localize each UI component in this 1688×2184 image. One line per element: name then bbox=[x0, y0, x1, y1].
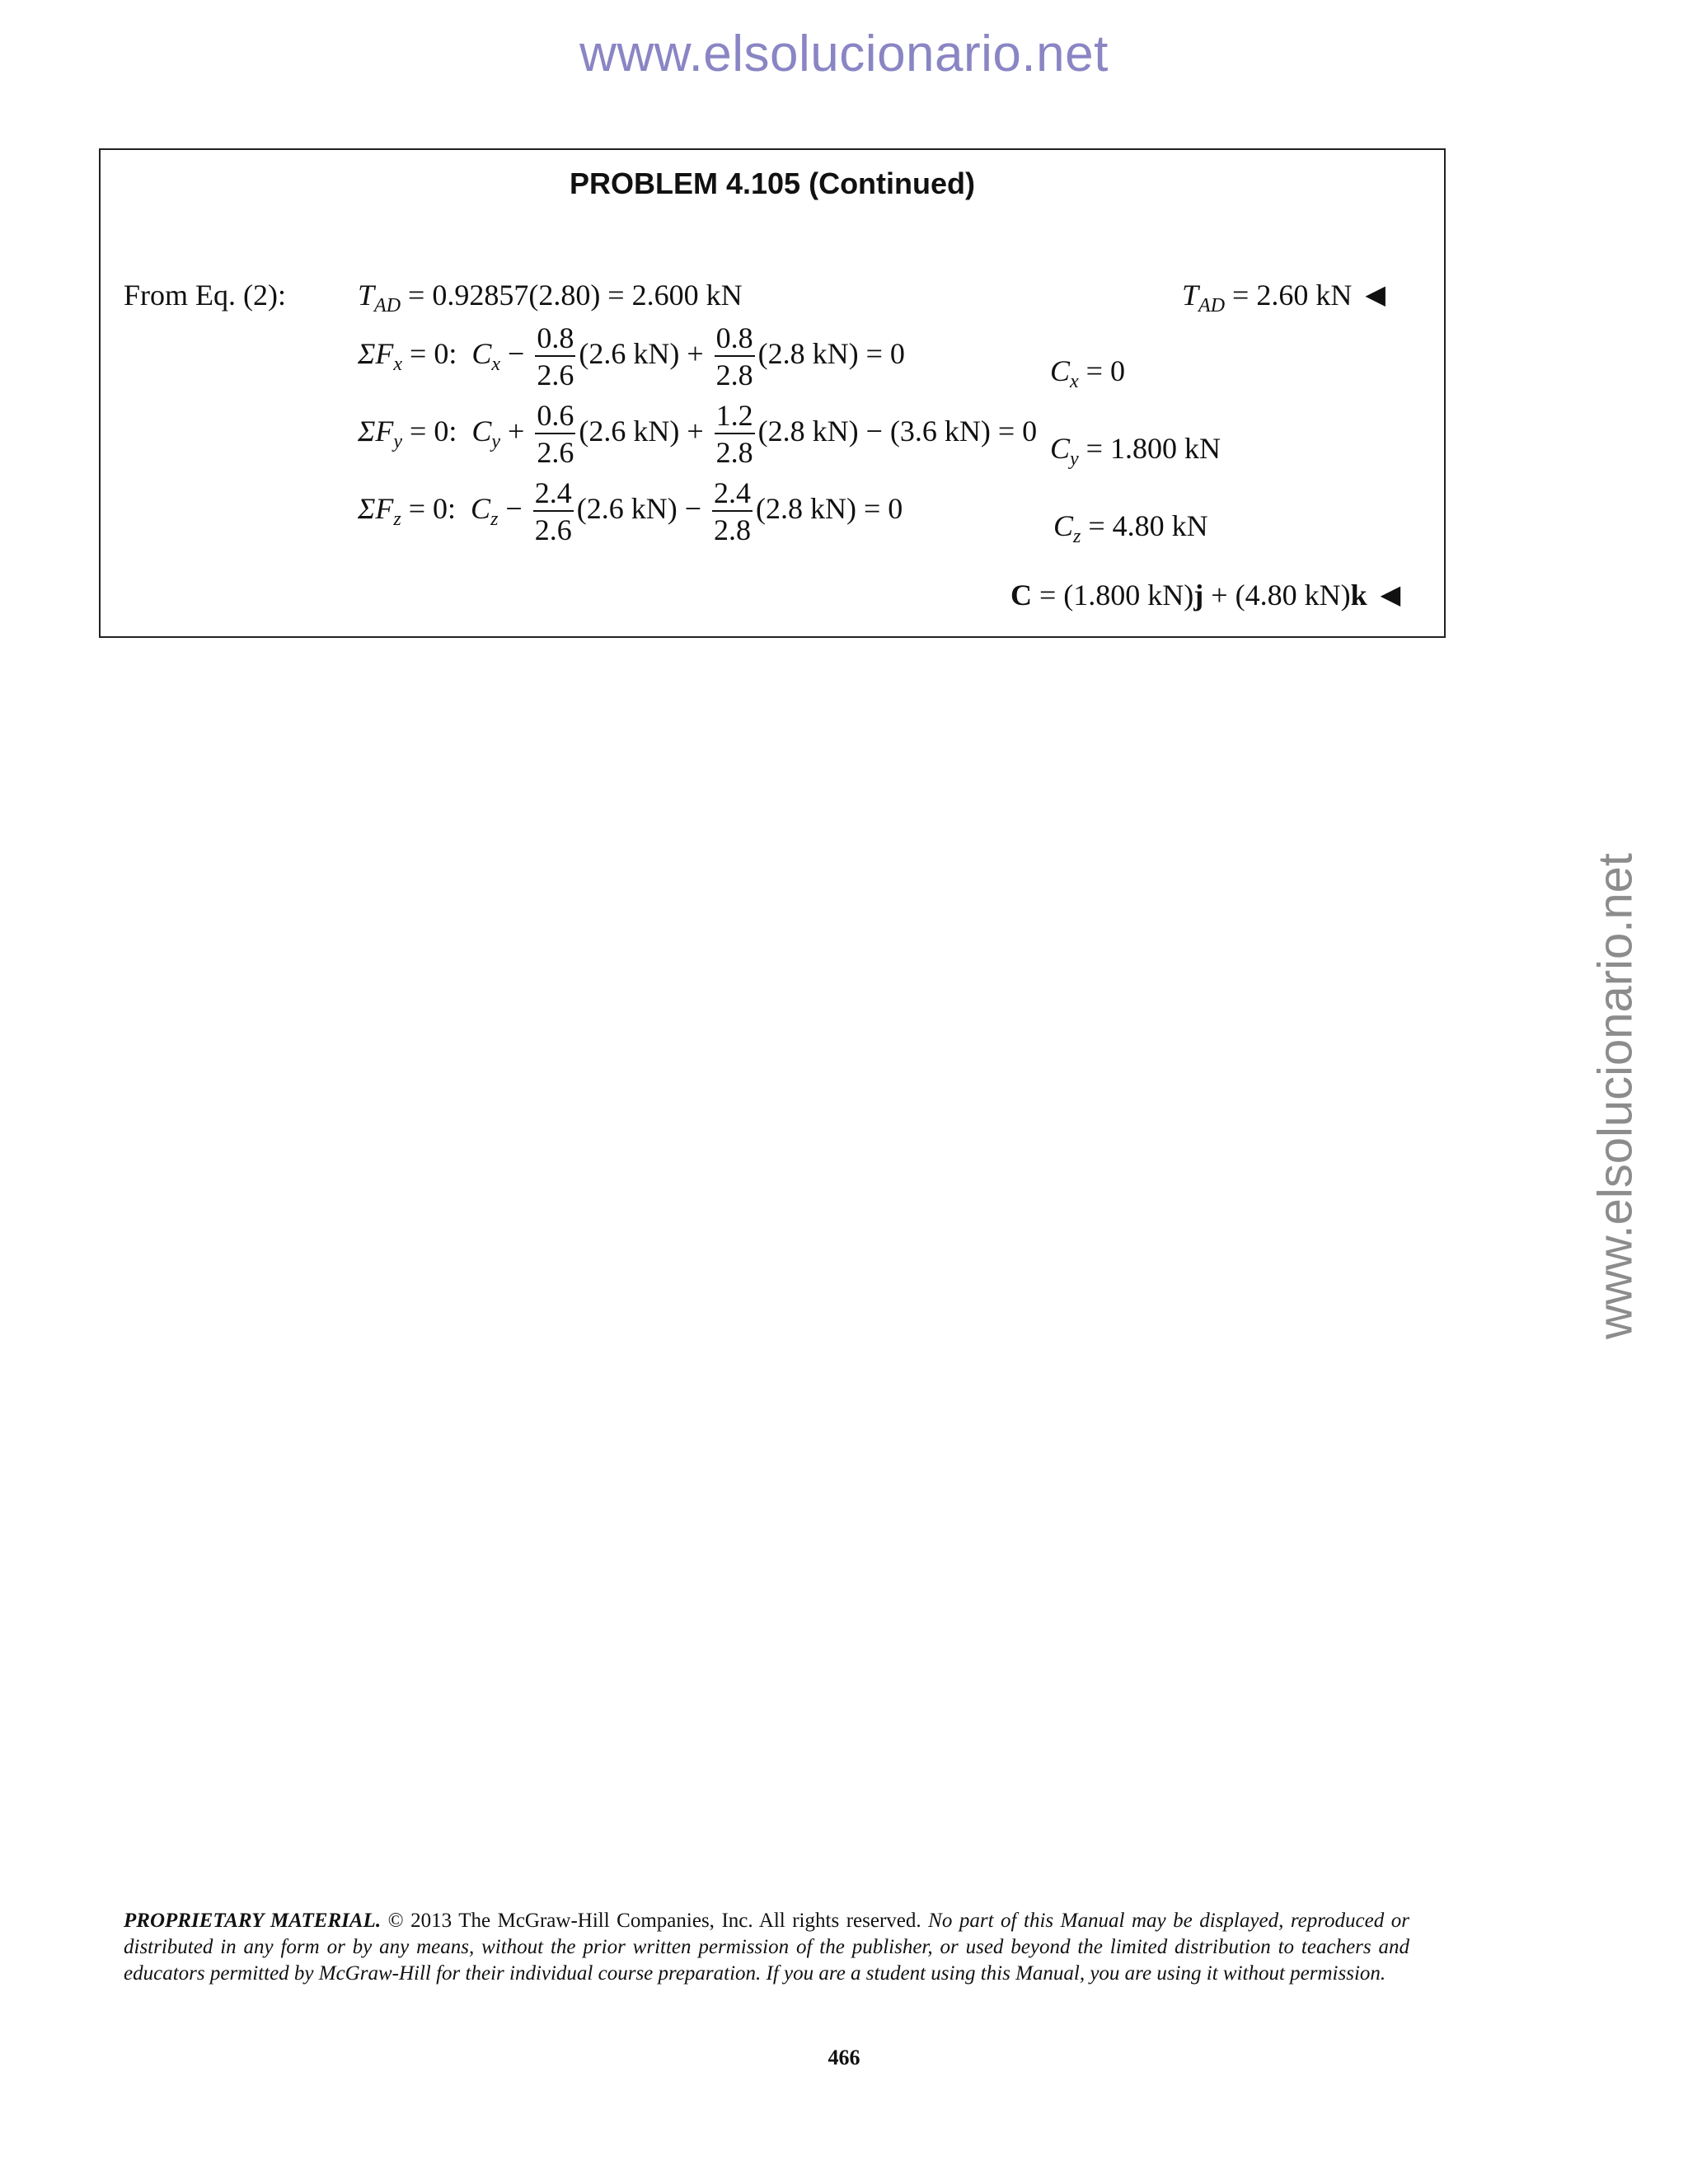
tad-result bbox=[1182, 279, 1386, 316]
answer-marker: ◀ bbox=[1380, 579, 1401, 609]
fraction-denominator: 2.6 bbox=[537, 359, 574, 391]
cx-result bbox=[1050, 354, 1125, 392]
sum-fx-subscript: x bbox=[393, 353, 403, 375]
sum-fy-subscript: y bbox=[393, 430, 403, 452]
unit-vector-j: j bbox=[1193, 579, 1204, 612]
final-answer bbox=[1010, 580, 1400, 610]
sum-fz-subscript: z bbox=[393, 508, 401, 530]
footer-copyright: © 2013 The McGraw-Hill Companies, Inc. All rights reserved. bbox=[381, 1910, 929, 1932]
fraction-denominator: 2.8 bbox=[714, 513, 751, 546]
sum-fy-term-2: (2.8 kN) − (3.6 kN) = 0 bbox=[757, 414, 1038, 448]
fraction-numerator: 0.6 bbox=[535, 401, 575, 434]
fraction-denominator: 2.8 bbox=[715, 436, 753, 469]
final-part-2: + (4.80 kN) bbox=[1203, 579, 1351, 612]
fraction-numerator: 2.4 bbox=[712, 478, 753, 512]
cx-value: = 0 bbox=[1078, 354, 1125, 387]
sum-fz-term-2: (2.8 kN) = 0 bbox=[756, 491, 903, 525]
cy-value: = 1.800 kN bbox=[1078, 432, 1221, 465]
fraction-denominator: 2.6 bbox=[534, 513, 572, 546]
sum-fx-fraction-1 bbox=[535, 323, 575, 390]
footer-notice: No part of this Manual may be displayed, reproduced or distributed in any form or by any means, without the prior written permission of the publisher, or used beyond the limited distribution to teachers and educators permitted by McGraw-Hill for their individual course preparation. If you are a student using this Manual, you are using it without permission. bbox=[124, 1910, 1409, 1985]
sum-fz-fraction-2 bbox=[712, 478, 753, 545]
sum-fx-term-1: (2.6 kN) + bbox=[579, 336, 711, 370]
sum-fy-fraction-1 bbox=[535, 401, 575, 467]
problem-box bbox=[99, 148, 1446, 638]
sum-fz-term-1: (2.6 kN) − bbox=[576, 491, 709, 525]
answer-marker: ◀ bbox=[1365, 279, 1386, 309]
watermark-top: www.elsolucionario.net bbox=[579, 26, 1109, 82]
tad-result-symbol: T bbox=[1182, 279, 1199, 312]
cx-subscript: x bbox=[1070, 371, 1079, 392]
tad-result-subscript: AD bbox=[1198, 295, 1226, 316]
sum-fy-fraction-2 bbox=[715, 401, 755, 467]
fraction-numerator: 2.4 bbox=[533, 478, 574, 512]
fraction-numerator: 0.8 bbox=[535, 323, 575, 357]
sum-fz-sigma: ΣF bbox=[358, 491, 394, 525]
cy-symbol: C bbox=[1050, 432, 1071, 465]
sum-fx-sigma: ΣF bbox=[358, 336, 394, 370]
sum-fy-c: C bbox=[471, 414, 492, 448]
cx-symbol: C bbox=[1050, 354, 1071, 387]
final-part-1: = (1.800 kN) bbox=[1032, 579, 1194, 612]
problem-title: PROBLEM 4.105 (Continued) bbox=[569, 166, 976, 200]
fraction-numerator: 1.2 bbox=[715, 401, 755, 434]
sum-fz-op: − bbox=[498, 491, 530, 525]
sum-fy-equation bbox=[358, 401, 1037, 467]
tad-subscript: AD bbox=[374, 295, 401, 316]
fraction-numerator: 0.8 bbox=[715, 323, 755, 357]
sum-fz-equation bbox=[358, 478, 903, 545]
sum-fx-term-2: (2.8 kN) = 0 bbox=[757, 336, 905, 370]
sum-fx-c-subscript: x bbox=[491, 353, 501, 375]
fraction-denominator: 2.6 bbox=[537, 436, 574, 469]
sum-fy-eq: = 0: bbox=[402, 414, 457, 448]
tad-result-expression: = 2.60 kN bbox=[1225, 279, 1353, 312]
sum-fy-op: + bbox=[500, 414, 532, 448]
sum-fx-op: − bbox=[500, 336, 532, 370]
sum-fx-equation bbox=[358, 323, 905, 390]
fraction-denominator: 2.8 bbox=[715, 359, 753, 391]
sum-fy-term-1: (2.6 kN) + bbox=[579, 414, 711, 448]
page-number: 466 bbox=[828, 2046, 860, 2069]
tad-equation bbox=[358, 279, 743, 316]
final-c-vector: C bbox=[1010, 579, 1032, 612]
sum-fy-sigma: ΣF bbox=[358, 414, 394, 448]
sum-fz-eq: = 0: bbox=[401, 491, 457, 525]
cz-symbol: C bbox=[1053, 509, 1074, 542]
sum-fx-fraction-2 bbox=[715, 323, 755, 390]
cy-subscript: y bbox=[1070, 448, 1079, 470]
sum-fx-c: C bbox=[471, 336, 492, 370]
cz-value: = 4.80 kN bbox=[1081, 509, 1208, 542]
sum-fz-c: C bbox=[471, 491, 491, 525]
copyright-footer bbox=[124, 1908, 1409, 1987]
sum-fy-c-subscript: y bbox=[491, 430, 501, 452]
unit-vector-k: k bbox=[1350, 579, 1367, 612]
cz-subscript: z bbox=[1073, 526, 1081, 547]
cy-result bbox=[1050, 432, 1221, 470]
from-eq-label: From Eq. (2): bbox=[124, 279, 286, 312]
footer-bold-label: PROPRIETARY MATERIAL. bbox=[124, 1910, 382, 1932]
sum-fx-eq: = 0: bbox=[402, 336, 457, 370]
sum-fz-fraction-1 bbox=[533, 478, 574, 545]
tad-expression: = 0.92857(2.80) = 2.600 kN bbox=[401, 279, 743, 312]
watermark-side: www.elsolucionario.net bbox=[1588, 853, 1643, 1339]
sum-fz-c-subscript: z bbox=[490, 508, 499, 530]
tad-symbol: T bbox=[358, 279, 375, 312]
cz-result bbox=[1053, 509, 1208, 547]
